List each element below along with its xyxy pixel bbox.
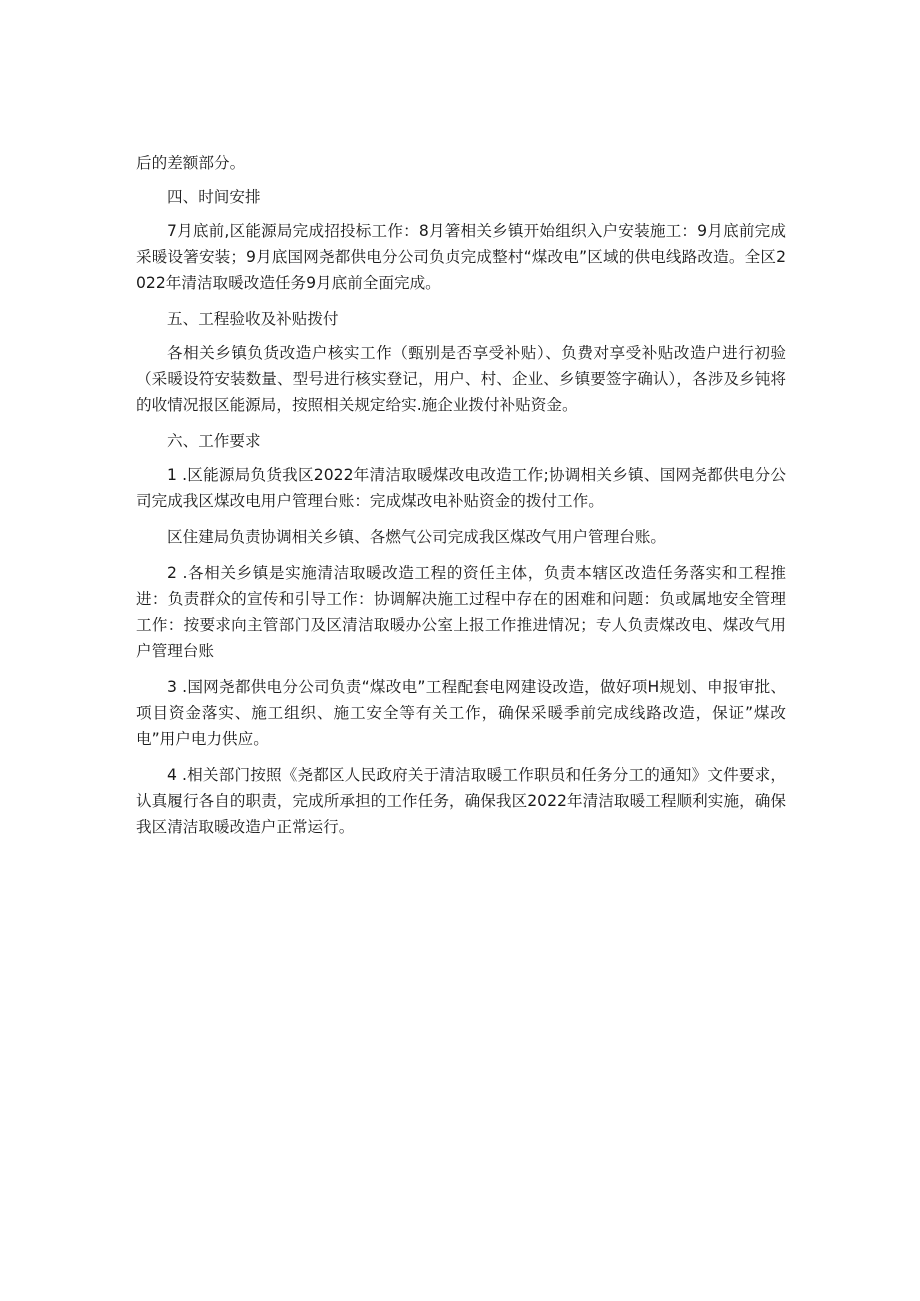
section-heading-acceptance: 五、工程验收及补贴拨付: [167, 310, 339, 328]
paragraph-requirement-1b: 区住建局负责协调相关乡镇、各燃气公司完成我区煤改气用户管理台账。: [167, 528, 667, 546]
paragraph-acceptance: 各相关乡镇负货改造户核实工作（甄别是否享受补贴）、负费对享受补贴改造户进行初验（采暖设符安装数量、型号进行核实登记，用户、村、企业、乡镇要签字确认），各涉及乡钝将的收情况报区能源局，按照相关规定给实.施企业拨付补贴资金。: [136, 344, 786, 414]
paragraph-continued: 后的差额部分。: [136, 154, 246, 172]
section-heading-schedule: 四、时间安排: [167, 188, 261, 206]
paragraph-requirement-1: 1 .区能源局负货我区2022年清洁取暖煤改电改造工作;协调相关乡镇、国网尧都供电分公司完成我区煤改电用户管理台账：完成煤改电补贴资金的拨付工作。: [136, 466, 786, 510]
section-heading-requirements: 六、工作要求: [167, 432, 261, 450]
paragraph-requirement-3: 3 .国网尧都供电分公司负责“煤改电”工程配套电网建设改造，做好项H规划、申报审批、项目资金落实、施工组织、施工安全等有关工作，确保采暖季前完成线路改造，保证”煤改电”用户电力供应。: [136, 678, 786, 748]
paragraph-requirement-4: 4 .相关部门按照《尧都区人民政府关于清洁取暖工作职员和任务分工的通知》文件要求，认真履行各自的职责，完成所承担的工作任务，确保我区2022年清洁取暖工程顺利实施，确保我区清洁取暖改造户正常运行。: [136, 766, 786, 836]
paragraph-requirement-2: 2 .各相关乡镇是实施清洁取暖改造工程的资任主体，负责本辖区改造任务落实和工程推进：负责群众的宣传和引导工作：协调解决施工过程中存在的困难和问题：负或属地安全管理工作：按要求向主管部门及区清洁取暖办公室上报工作推进情况；专人负责煤改电、煤改气用户管理台账: [136, 564, 786, 660]
paragraph-schedule: 7月底前,区能源局完成招投标工作：8月箸相关乡镇开始组织入户安装施工：9月底前完成采暖设箸安装；9月底国网尧都供电分公司负贞完成整村“煤改电”区域的供电线路改造。全区2022年清洁取暖改造任务9月底前全面完成。: [136, 222, 786, 292]
document-body: [136, 150, 786, 850]
